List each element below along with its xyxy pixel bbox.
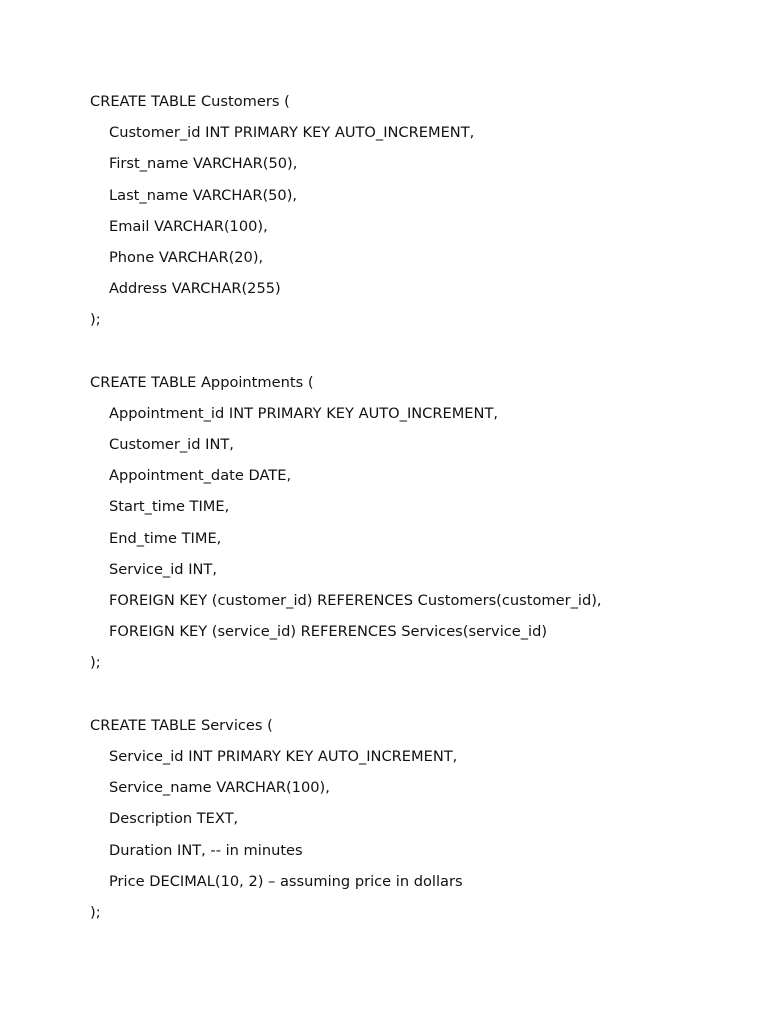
code-line: Start_time TIME, — [109, 498, 230, 516]
create-table-services: CREATE TABLE Services ( — [90, 716, 273, 734]
create-table-appointments: CREATE TABLE Appointments ( — [90, 373, 314, 391]
code-line: Appointment_id INT PRIMARY KEY AUTO_INCREMENT, — [109, 404, 498, 422]
code-line: Service_id INT, — [109, 560, 217, 578]
code-line: Last_name VARCHAR(50), — [109, 186, 298, 204]
create-table-customers: CREATE TABLE Customers ( — [90, 93, 290, 110]
code-line: Duration INT, -- in minutes — [109, 841, 303, 859]
code-line: FOREIGN KEY (customer_id) REFERENCES Customers(customer_id), — [109, 592, 602, 609]
code-line: First_name VARCHAR(50), — [109, 155, 298, 173]
code-line: Service_id INT PRIMARY KEY AUTO_INCREMENT, — [109, 747, 458, 765]
blank-line — [90, 679, 730, 710]
close-statement: ); — [90, 654, 101, 672]
code-line: Phone VARCHAR(20), — [109, 248, 264, 266]
code-line: Customer_id INT PRIMARY KEY AUTO_INCREMENT, — [109, 124, 475, 142]
code-line: Price DECIMAL(10, 2) – assuming price in dollars — [109, 872, 463, 890]
code-line: Service_name VARCHAR(100), — [109, 779, 330, 797]
code-line: Email VARCHAR(100), — [109, 217, 268, 235]
blank-line — [90, 336, 730, 367]
close-statement: ); — [90, 903, 101, 921]
close-statement: ); — [90, 311, 101, 329]
code-line: Description TEXT, — [109, 810, 239, 828]
code-line: FOREIGN KEY (service_id) REFERENCES Services(service_id) — [109, 623, 548, 641]
code-line: Address VARCHAR(255) — [109, 280, 281, 298]
code-line: Customer_id INT, — [109, 436, 234, 454]
code-line: End_time TIME, — [109, 529, 222, 547]
sql-document — [90, 86, 730, 928]
code-line: Appointment_date DATE, — [109, 467, 292, 485]
